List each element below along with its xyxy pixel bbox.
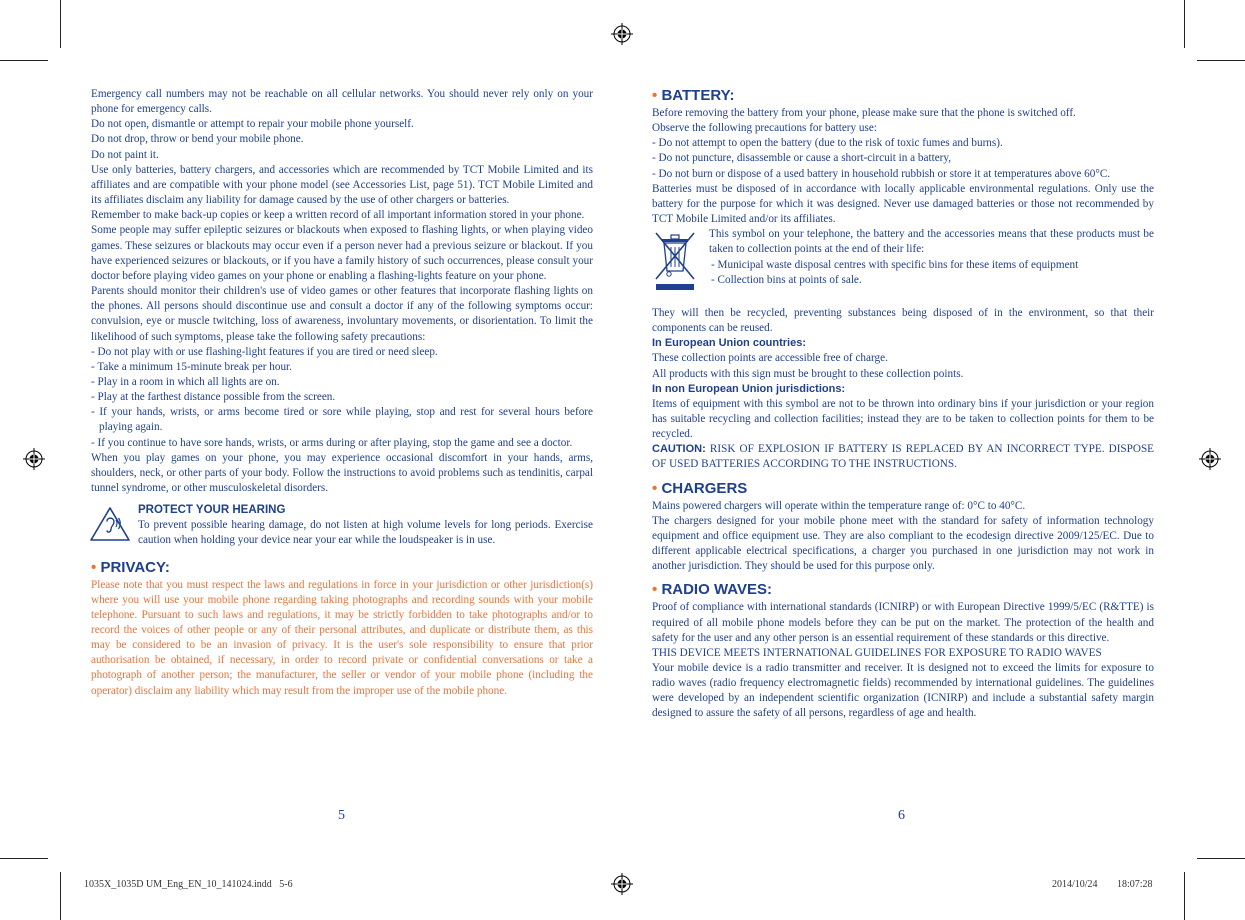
slug-date: 2014/10/24 <box>1052 879 1098 890</box>
section-title: CHARGERS <box>661 479 748 497</box>
section-title: PRIVACY: <box>100 558 170 576</box>
registration-mark-icon <box>611 873 633 895</box>
slug-time: 18:07:28 <box>1117 879 1153 890</box>
right-page-column <box>652 87 1154 722</box>
privacy-text: Please note that you must respect the laws and regulations in force in your jurisdiction or other jurisdiction(s) where you will use your mobile phone regarding taking photographs and recording sounds with your mobile telephone. Pursuant to such laws and regulations, it may be strictly forbidden to take photographs and/or to record the voices of other people or any of their personal attributes, and duplicate or distribute them, as this may be considered to be an invasion of privacy. It is the user's sole responsibility to ensure that prior authorisation be obtained, if necessary, in order to record private or confidential conversations or take a photograph of another person; the manufacturer, the seller or vendor of your mobile phone (including the operator) disclaim any liability which may result from the improper use of the mobile phone. <box>91 578 593 697</box>
list-item: - Do not attempt to open the battery (due to the risk of toxic fumes and burns). <box>652 137 1003 150</box>
caution-paragraph <box>652 442 1154 472</box>
section-heading-battery <box>652 86 1154 106</box>
list-item: - If you continue to have sore hands, wrists, or arms during or after playing, stop the game and see a doctor. <box>91 436 573 449</box>
paragraph: Do not paint it. <box>91 148 159 161</box>
section-heading-radio-waves <box>652 580 1154 600</box>
section-title: RADIO WAVES: <box>661 581 772 599</box>
paragraph: Emergency call numbers may not be reachable on all cellular networks. You should never rely only on your phone for emergency calls. <box>91 88 593 116</box>
list-item: - Play in a room in which all lights are on. <box>91 375 280 388</box>
hearing-title: PROTECT YOUR HEARING <box>138 504 286 517</box>
crossed-out-bin-icon <box>652 229 698 291</box>
crop-mark <box>1184 0 1185 48</box>
hearing-notice <box>91 502 593 548</box>
section-bullet: • <box>91 558 97 576</box>
hearing-text: To prevent possible hearing damage, do not listen at high volume levels for long periods. Exercise caution when holding your device near your ear while the loudspeaker is in use. <box>138 519 593 547</box>
paragraph: When you play games on your phone, you may experience occasional discomfort in your hands, arms, shoulders, neck, or other parts of your body. Follow the instructions to avoid problems such as tendinitis, carpal tunnel syndrome, or other musculoskeletal disorders. <box>91 451 593 495</box>
section-bullet: • <box>652 581 658 599</box>
caution-label: CAUTION: <box>652 443 706 456</box>
paragraph: Remember to make back-up copies or keep a written record of all important information stored in your phone. <box>91 209 585 222</box>
crop-mark <box>60 0 61 48</box>
paragraph: The chargers designed for your mobile phone meet with the standard for safety of information technology equipment and office equipment use. They are also compliant to the ecodesign directive 2009/125/EC. Due to different applicable electrical specifications, a charger you purchased in one jurisdiction may not work in another jurisdiction. They should be used for this purpose only. <box>652 514 1154 573</box>
slug-filename: 1035X_1035D UM_Eng_EN_10_141024.indd 5-6 <box>84 879 293 890</box>
paragraph: Before removing the battery from your phone, please make sure that the phone is switched off. <box>652 107 1076 119</box>
section-bullet: • <box>652 87 658 104</box>
paragraph: Do not open, dismantle or attempt to repair your mobile phone yourself. <box>91 118 414 131</box>
list-item: - Do not play with or use flashing-light features if you are tired or need sleep. <box>91 345 438 358</box>
paragraph: THIS DEVICE MEETS INTERNATIONAL GUIDELINES FOR EXPOSURE TO RADIO WAVES <box>652 646 1102 659</box>
left-page-column <box>91 87 593 699</box>
paragraph: Proof of compliance with international standards (ICNIRP) or with European Directive 1999/5/EC (R&TTE) is required of all mobile phone models before they can be put on the market. The protection of the health and safety for the user and any other person is an essential requirement of these standards or this directive. <box>652 601 1154 644</box>
paragraph: Some people may suffer epileptic seizures or blackouts when exposed to flashing lights, or when playing video games. These seizures or blackouts may occur even if a person never had a previous seizure or blackout. If you have experienced seizures or blackouts, or if you have a family history of such occurrences, please consult your doctor before playing video games on your phone or enabling a flashing-lights feature on your phone. <box>91 224 593 282</box>
paragraph: Your mobile device is a radio transmitter and receiver. It is designed not to exceed the limits for exposure to radio waves (radio frequency electromagnetic fields) recommended by international guidelines. The guidelines were developed by an independent scientific organization (ICNIRP) and include a substantial safety margin designed to assure the safety of all persons, regardless of age and health. <box>652 662 1154 720</box>
paragraph: Observe the following precautions for battery use: <box>652 122 877 135</box>
hearing-warning-icon <box>89 506 131 542</box>
registration-mark-icon <box>23 448 45 470</box>
subheading: In European Union countries: <box>652 337 807 350</box>
crop-mark <box>60 872 61 920</box>
crop-mark <box>0 858 48 859</box>
list-item: - Do not puncture, disassemble or cause a short-circuit in a battery, <box>652 152 952 165</box>
list-item: - Play at the farthest distance possible from the screen. <box>91 391 336 404</box>
paragraph: Items of equipment with this symbol are not to be thrown into ordinary bins if your jurisdiction or your region has suitable recycling and collection facilities; instead they are to be taken to collection points for them to be recycled. <box>652 397 1154 441</box>
paragraph: Parents should monitor their children's use of video games or other features that incorporate flashing lights on the phones. All persons should discontinue use and consult a doctor if any of the following symptoms occur: convulsion, eye or muscle twitching, loss of awareness, involuntary movements, or disorientation. To limit the likelihood of such symptoms, please take the following safety precautions: <box>91 285 593 343</box>
list-item: - If your hands, wrists, or arms become tired or sore while playing, stop and rest for several hours before playing again. <box>91 406 593 434</box>
paragraph: These collection points are accessible free of charge. <box>652 352 888 365</box>
page-number: 5 <box>338 808 345 823</box>
list-item: - Municipal waste disposal centres with specific bins for these items of equipment <box>711 258 1079 271</box>
bin-text: This symbol on your telephone, the battery and the accessories means that these products must be taken to collection points at the end of their life: <box>709 228 1154 256</box>
section-title: BATTERY: <box>661 87 735 104</box>
subheading: In non European Union jurisdictions: <box>652 382 846 395</box>
caution-text: RISK OF EXPLOSION IF BATTERY IS REPLACED BY AN INCORRECT TYPE. DISPOSE OF USED BATTERIES ACCORDING TO THE INSTRUCTIONS. <box>652 443 1155 471</box>
list-item: - Collection bins at points of sale. <box>711 273 862 286</box>
paragraph: Use only batteries, battery chargers, and accessories which are recommended by TCT Mobile Limited and its affiliates and are compatible with your phone model (see Accessories List, page 51). TCT Mobile Limited and its affiliates disclaim any liability for damage caused by the use of other chargers or batteries. <box>91 163 593 207</box>
crop-mark <box>1197 858 1245 859</box>
crop-mark <box>1184 872 1185 920</box>
registration-mark-icon <box>1199 448 1221 470</box>
paragraph: All products with this sign must be brought to these collection points. <box>652 367 964 380</box>
section-heading-chargers <box>652 479 1154 499</box>
paragraph: Batteries must be disposed of in accordance with locally applicable environmental regulations. Only use the battery for the purpose for which it was designed. Never use damaged batteries or those not recommended by TCT Mobile Limited and/or its affiliates. <box>652 182 1154 226</box>
crop-mark <box>0 60 48 61</box>
section-heading-privacy <box>91 558 593 578</box>
crop-mark <box>1197 60 1245 61</box>
registration-mark-icon <box>611 23 633 45</box>
list-item: - Do not burn or dispose of a used battery in household rubbish or store it at temperatures above 60°C. <box>652 167 1111 180</box>
recycling-notice <box>652 227 1154 288</box>
paragraph: Do not drop, throw or bend your mobile phone. <box>91 133 304 146</box>
paragraph: Mains powered chargers will operate within the temperature range of: 0°C to 40°C. <box>652 499 1026 512</box>
paragraph: They will then be recycled, preventing substances being disposed of in the environment, so that their components can be reused. <box>652 306 1154 335</box>
page-number: 6 <box>898 808 905 823</box>
list-item: - Take a minimum 15-minute break per hour. <box>91 360 292 373</box>
section-bullet: • <box>652 479 658 497</box>
